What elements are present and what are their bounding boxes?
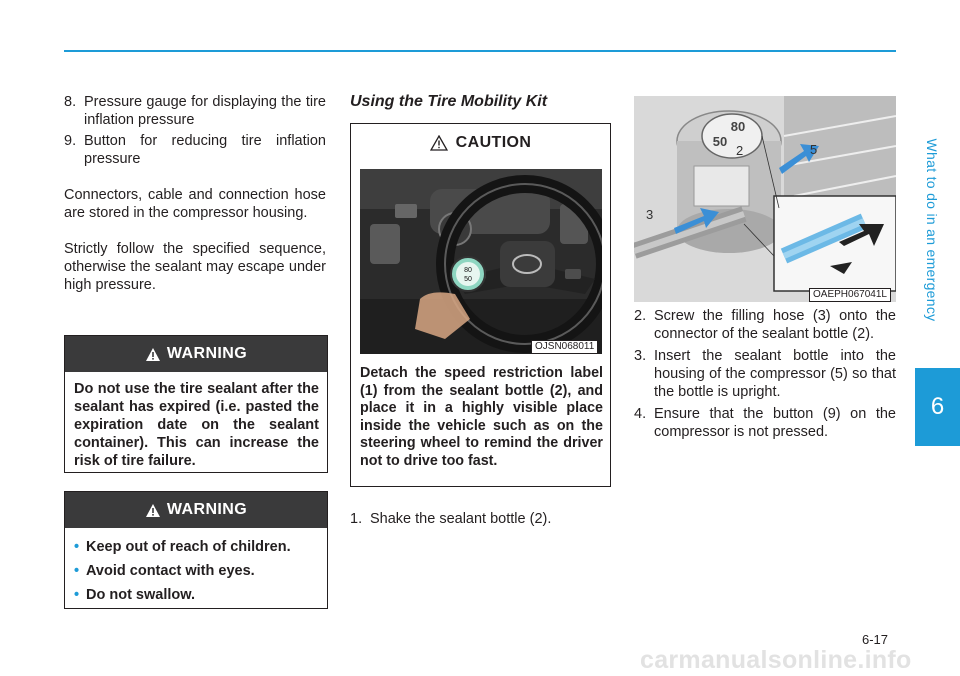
caution-header: CAUTION	[351, 124, 610, 162]
compressor-illustration	[634, 96, 896, 302]
bullet-item: • Do not swallow.	[74, 587, 196, 603]
caution-box	[350, 123, 611, 487]
warning-box-expiration	[64, 335, 328, 473]
steering-wheel-illustration	[360, 169, 602, 354]
gauge-value-top: 80	[730, 119, 746, 134]
warning-icon	[145, 347, 161, 362]
sticker-speed-bottom: 50	[464, 276, 472, 283]
step-item: 3. Insert the sealant bottle into the housing of the compressor (5) so that the bottle is upright.	[634, 348, 896, 400]
bullet-item: • Avoid contact with eyes.	[74, 563, 255, 579]
callout-5: 5	[810, 142, 818, 157]
sticker-speed-top: 80	[464, 267, 472, 274]
section-side-label: What to do in an emergency	[924, 138, 940, 322]
footer-watermark: carmanualsonline.info	[640, 646, 912, 674]
paragraph-connectors: Connectors, cable and connection hose are stored in the compressor housing.	[64, 187, 326, 221]
step-item: 2. Screw the filling hose (3) onto the connector of the sealant bottle (2).	[634, 308, 896, 342]
step-item: 1. Shake the sealant bottle (2).	[350, 511, 552, 527]
warning-header: WARNING	[65, 336, 327, 372]
warning-header: WARNING	[65, 492, 327, 528]
section-heading: Using the Tire Mobility Kit	[350, 93, 548, 110]
figure-code: OJSN068011	[531, 340, 598, 354]
warning-box-safety	[64, 491, 328, 609]
list-item: 9. Button for reducing tire inflation pressure	[64, 133, 326, 167]
caution-icon	[430, 135, 448, 151]
warning-body: Do not use the tire sealant after the sealant has expired (i.e. pasted the expiration date on the sealant container). This can increase the risk of tire failure.	[74, 381, 319, 469]
figure-code: OAEPH067041L	[809, 288, 891, 302]
step-item: 4. Ensure that the button (9) on the compressor is not pressed.	[634, 406, 896, 440]
column-right	[634, 307, 896, 445]
top-rule	[64, 50, 896, 52]
gauge-value-bottom: 50	[712, 134, 728, 149]
warning-bullets	[65, 528, 327, 618]
column-left	[64, 93, 326, 294]
list-item: 8. Pressure gauge for displaying the tire inflation pressure	[64, 94, 326, 128]
paragraph-sequence: Strictly follow the specified sequence, otherwise the sealant may escape under high pressure.	[64, 241, 326, 293]
chapter-tab[interactable]: 6	[915, 368, 960, 446]
callout-2: 2	[736, 143, 744, 158]
bullet-item: • Keep out of reach of children.	[74, 539, 291, 555]
caution-body: Detach the speed restriction label (1) from the sealant bottle (2), and place it in a highly visible place inside the vehicle such as on the steering wheel to remind the driver not to drive too fast.	[360, 365, 603, 469]
callout-3: 3	[646, 207, 654, 222]
page-number: 6-17	[862, 632, 889, 647]
warning-icon	[145, 503, 161, 518]
